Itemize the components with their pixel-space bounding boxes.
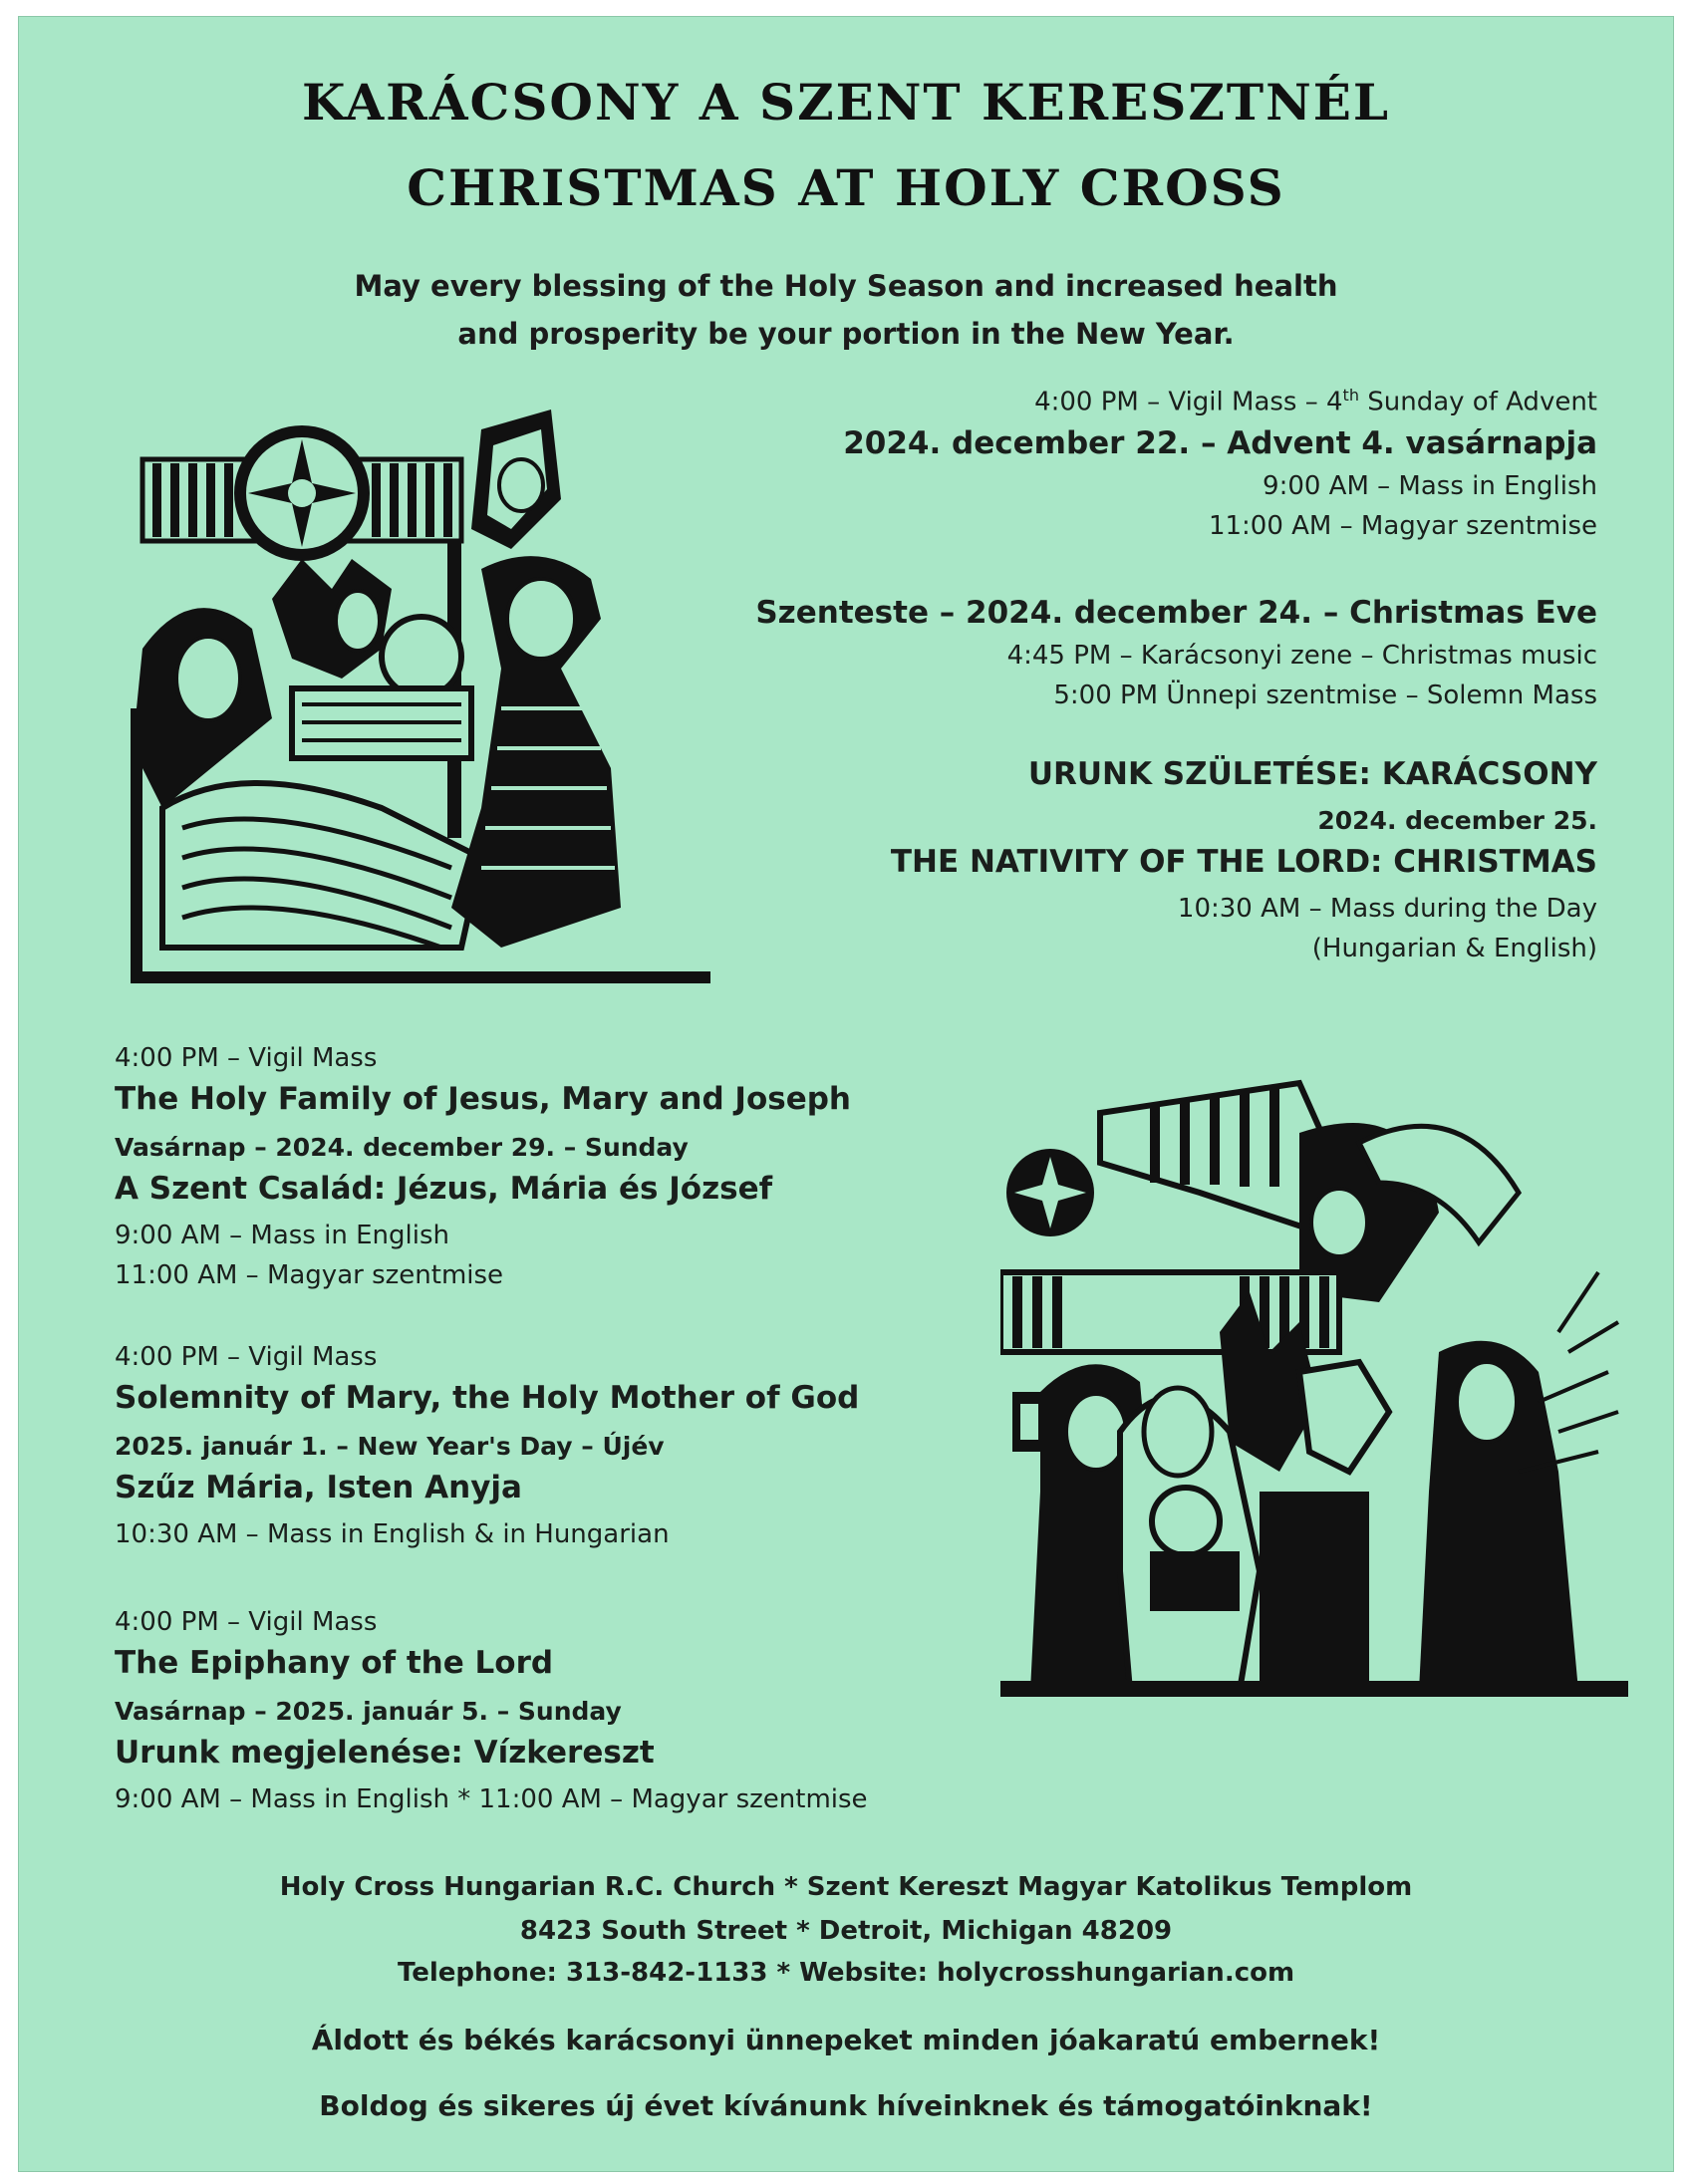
footer-christmas-wish: Áldott és békés karácsonyi ünnepeket minden jóakaratú embernek! (311, 2024, 1381, 2056)
mary-date: 2025. január 1. – New Year's Day – Újév (115, 1432, 665, 1461)
epiphany-vigil: 4:00 PM – Vigil Mass (115, 1607, 378, 1637)
holy-family-title-hungarian: A Szent Család: Jézus, Mária és József (115, 1171, 773, 1207)
nativity-title-hungarian: URUNK SZÜLETÉSE: KARÁCSONY (1027, 756, 1597, 792)
mary-mass: 10:30 AM – Mass in English & in Hungarian (115, 1519, 670, 1549)
mary-title-english: Solemnity of Mary, the Holy Mother of God (115, 1380, 860, 1416)
advent4-vigil (1034, 386, 1597, 417)
epiphany-date: Vasárnap – 2025. január 5. – Sunday (115, 1697, 622, 1726)
nativity-woodcut-illustration (123, 390, 720, 987)
footer-address: 8423 South Street * Detroit, Michigan 48209 (519, 1916, 1173, 1946)
title-english: CHRISTMAS AT HOLY CROSS (407, 158, 1285, 217)
mary-title-hungarian: Szűz Mária, Isten Anyja (115, 1470, 522, 1505)
nativity-note: (Hungarian & English) (1311, 934, 1597, 963)
nativity-date: 2024. december 25. (1317, 806, 1597, 835)
christmas-eve-mass: 5:00 PM Ünnepi szentmise – Solemn Mass (1053, 681, 1597, 710)
holy-family-mass-hungarian: 11:00 AM – Magyar szentmise (115, 1260, 504, 1290)
advent4-mass-english: 9:00 AM – Mass in English (1263, 471, 1597, 501)
holy-family-mass-english: 9:00 AM – Mass in English (115, 1221, 449, 1250)
advent4-vigil-sup: th (1342, 386, 1359, 405)
epiphany-title-english: The Epiphany of the Lord (115, 1645, 554, 1681)
advent4-mass-hungarian: 11:00 AM – Magyar szentmise (1208, 511, 1597, 541)
nativity-title-english: THE NATIVITY OF THE LORD: CHRISTMAS (890, 844, 1597, 880)
footer-new-year-wish: Boldog és sikeres új évet kívánunk híveinknek és támogatóinknak! (319, 2089, 1373, 2122)
advent4-vigil-text: 4:00 PM – Vigil Mass – 4 (1034, 387, 1343, 417)
nativity-mass: 10:30 AM – Mass during the Day (1177, 894, 1597, 924)
footer-church-name: Holy Cross Hungarian R.C. Church * Szent Kereszt Magyar Katolikus Templom (279, 1872, 1413, 1902)
christmas-eve-music: 4:45 PM – Karácsonyi zene – Christmas music (1006, 641, 1597, 671)
holy-family-vigil: 4:00 PM – Vigil Mass (115, 1043, 378, 1073)
advent4-vigil-text-end: Sunday of Advent (1358, 387, 1597, 417)
title-hungarian: KARÁCSONY A SZENT KERESZTNÉL (301, 73, 1391, 132)
christmas-eve-title: Szenteste – 2024. december 24. – Christmas Eve (755, 595, 1597, 631)
holy-family-title-english: The Holy Family of Jesus, Mary and Joseph (115, 1081, 852, 1117)
epiphany-mass: 9:00 AM – Mass in English * 11:00 AM – Magyar szentmise (115, 1784, 868, 1814)
flyer-page (18, 16, 1674, 2172)
mary-vigil: 4:00 PM – Vigil Mass (115, 1342, 378, 1372)
blessing-line-1: May every blessing of the Holy Season and increased health (354, 269, 1338, 303)
footer-contact: Telephone: 313-842-1133 * Website: holycrosshungarian.com (397, 1958, 1295, 1988)
blessing-text (19, 262, 1673, 358)
advent4-date-title: 2024. december 22. – Advent 4. vasárnapja (843, 425, 1597, 461)
epiphany-title-hungarian: Urunk megjelenése: Vízkereszt (115, 1735, 655, 1771)
holy-family-date: Vasárnap – 2024. december 29. – Sunday (115, 1133, 689, 1162)
blessing-line-2: and prosperity be your portion in the New Year. (457, 317, 1235, 351)
adoration-woodcut-illustration (1000, 1073, 1628, 1731)
